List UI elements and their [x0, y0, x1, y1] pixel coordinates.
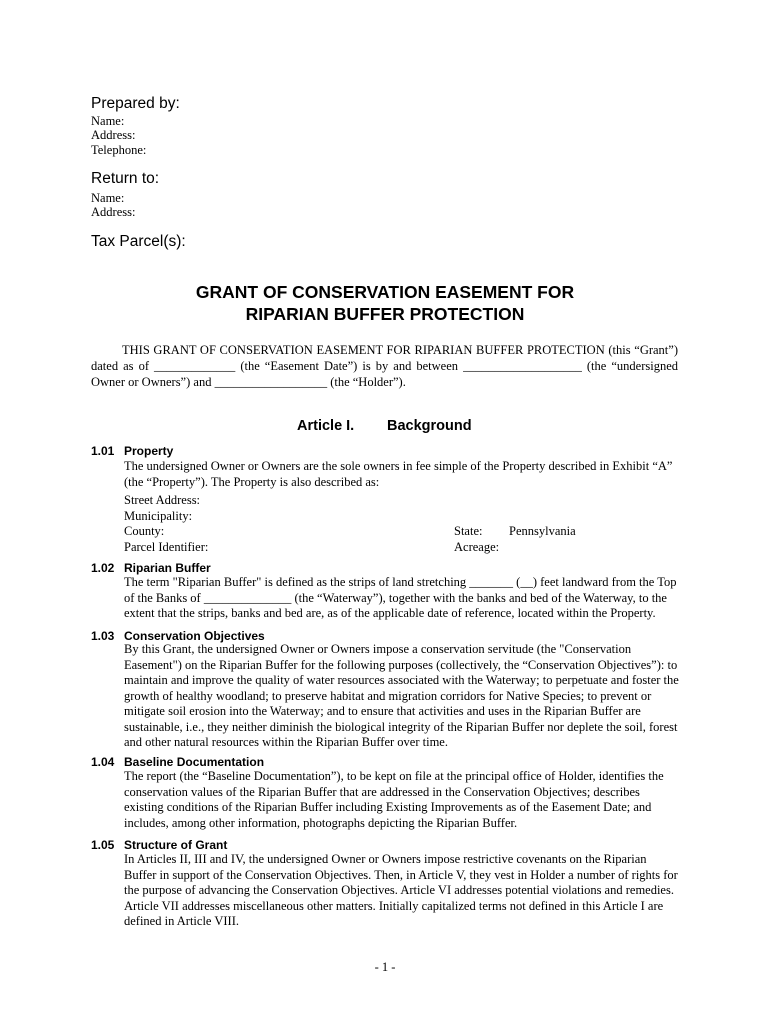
state-value: Pennsylvania: [509, 524, 576, 538]
document-title-line-2: RIPARIAN BUFFER PROTECTION: [245, 304, 525, 324]
article-heading: [297, 418, 472, 434]
section-body-1-01: [124, 459, 680, 490]
return-to-heading: Return to:: [91, 170, 160, 187]
section-heading-1-02: [91, 561, 211, 575]
property-row: [124, 539, 500, 556]
street-address-label: Street Address:: [124, 493, 201, 507]
section-body-1-05: [124, 852, 680, 930]
intro-paragraph: THIS GRANT OF CONSERVATION EASEMENT FOR RIPARIAN BUFFER PROTECTION (this “Grant”) dated as of _____________ (the “Easement Date”) is by and between ___________________ (the “undersigned Owner or Owners”) and __________________ (the “Holder”).: [91, 343, 678, 389]
prepared-by-address-label: Address:: [91, 128, 136, 142]
section-title: Riparian Buffer: [124, 561, 211, 575]
section-heading-1-04: [91, 755, 264, 769]
section-title: Property: [124, 444, 174, 458]
section-text: By this Grant, the undersigned Owner or Owners impose a conservation servitude (the "Conservation Easement") on the Riparian Buffer for the following purposes (collectively, the “Conservation Objectives”): to maintain and improve the quality of water resources associated with the Waterway; to perpetuate and foster the growth of healthy woodland; to preserve habitat and migration corridors for Native Species; to prevent or mitigate soil erosion into the Waterway; and to ensure that activities and uses in the Riparian Buffer are sustainable, i.e., they neither diminish the biological integrity of the Riparian Buffer nor deplete the soil, forest and other natural resources within the Riparian Buffer over time.: [124, 642, 679, 749]
prepared-by-telephone-label: Telephone:: [91, 143, 147, 157]
section-heading-1-01: [91, 444, 173, 458]
return-to-address-label: Address:: [91, 205, 136, 219]
property-description-table: [124, 493, 576, 555]
return-to-name-label: Name:: [91, 191, 125, 205]
section-heading-1-05: [91, 838, 227, 852]
section-number: 1.01: [91, 444, 115, 458]
page-number: - 1 -: [374, 960, 396, 974]
acreage-label: Acreage:: [454, 539, 500, 554]
tax-parcel-label: Tax Parcel(s):: [91, 233, 186, 250]
section-title: Structure of Grant: [124, 838, 228, 852]
section-body-1-02: [124, 575, 680, 622]
document-title-line-1: GRANT OF CONSERVATION EASEMENT FOR: [195, 282, 575, 302]
article-label: Article I.: [297, 418, 355, 434]
prepared-by-heading: Prepared by:: [91, 95, 180, 112]
section-title: Baseline Documentation: [124, 755, 265, 769]
section-number: 1.05: [91, 838, 115, 852]
property-row: [124, 509, 208, 525]
municipality-label: Municipality:: [124, 508, 193, 523]
section-text: The report (the “Baseline Documentation”), to be kept on file at the principal office of Holder, identifies the conservation values of the Riparian Buffer that are addressed in the Conservation Objectives; describes existing conditions of the Riparian Buffer including Existing Improvements as of the Easement Date; and includes, among other information, photographs depicting the Riparian Buffer.: [124, 769, 664, 830]
county-label: County:: [124, 524, 165, 538]
article-title: Background: [387, 418, 472, 434]
section-heading-1-03: [91, 629, 265, 643]
state-label: State:: [454, 524, 483, 538]
section-number: 1.04: [91, 755, 115, 769]
section-title: Conservation Objectives: [124, 629, 265, 643]
section-text: The term "Riparian Buffer" is defined as the strips of land stretching _______ (__) feet landward from the Top of the Banks of ______________ (the “Waterway”), together with the banks and bed of the Waterway, to the extent that the strips, banks and bed are, as of the applicable date of reference, located within the Property.: [124, 575, 677, 620]
property-row: [124, 493, 208, 509]
parcel-identifier-label: Parcel Identifier:: [124, 539, 209, 554]
section-text: In Articles II, III and IV, the undersigned Owner or Owners impose restrictive covenants on the Riparian Buffer in support of the Conservation Objectives. Then, in Article V, they vest in Holder a number of rights for the purpose of advancing the Conservation Objectives. Article VI addresses potential violations and remedies. Article VII addresses miscellaneous other matters. Initially capitalized terms not defined in this Article I are defined in Article VIII.: [124, 852, 678, 928]
prepared-by-name-label: Name:: [91, 114, 125, 128]
property-row: [124, 524, 576, 540]
section-number: 1.02: [91, 561, 115, 575]
section-body-1-04: [124, 769, 680, 831]
section-body-1-03: [124, 642, 680, 751]
section-text: The undersigned Owner or Owners are the sole owners in fee simple of the Property described in Exhibit “A” (the “Property”). The Property is also described as:: [124, 459, 673, 489]
section-number: 1.03: [91, 629, 115, 643]
